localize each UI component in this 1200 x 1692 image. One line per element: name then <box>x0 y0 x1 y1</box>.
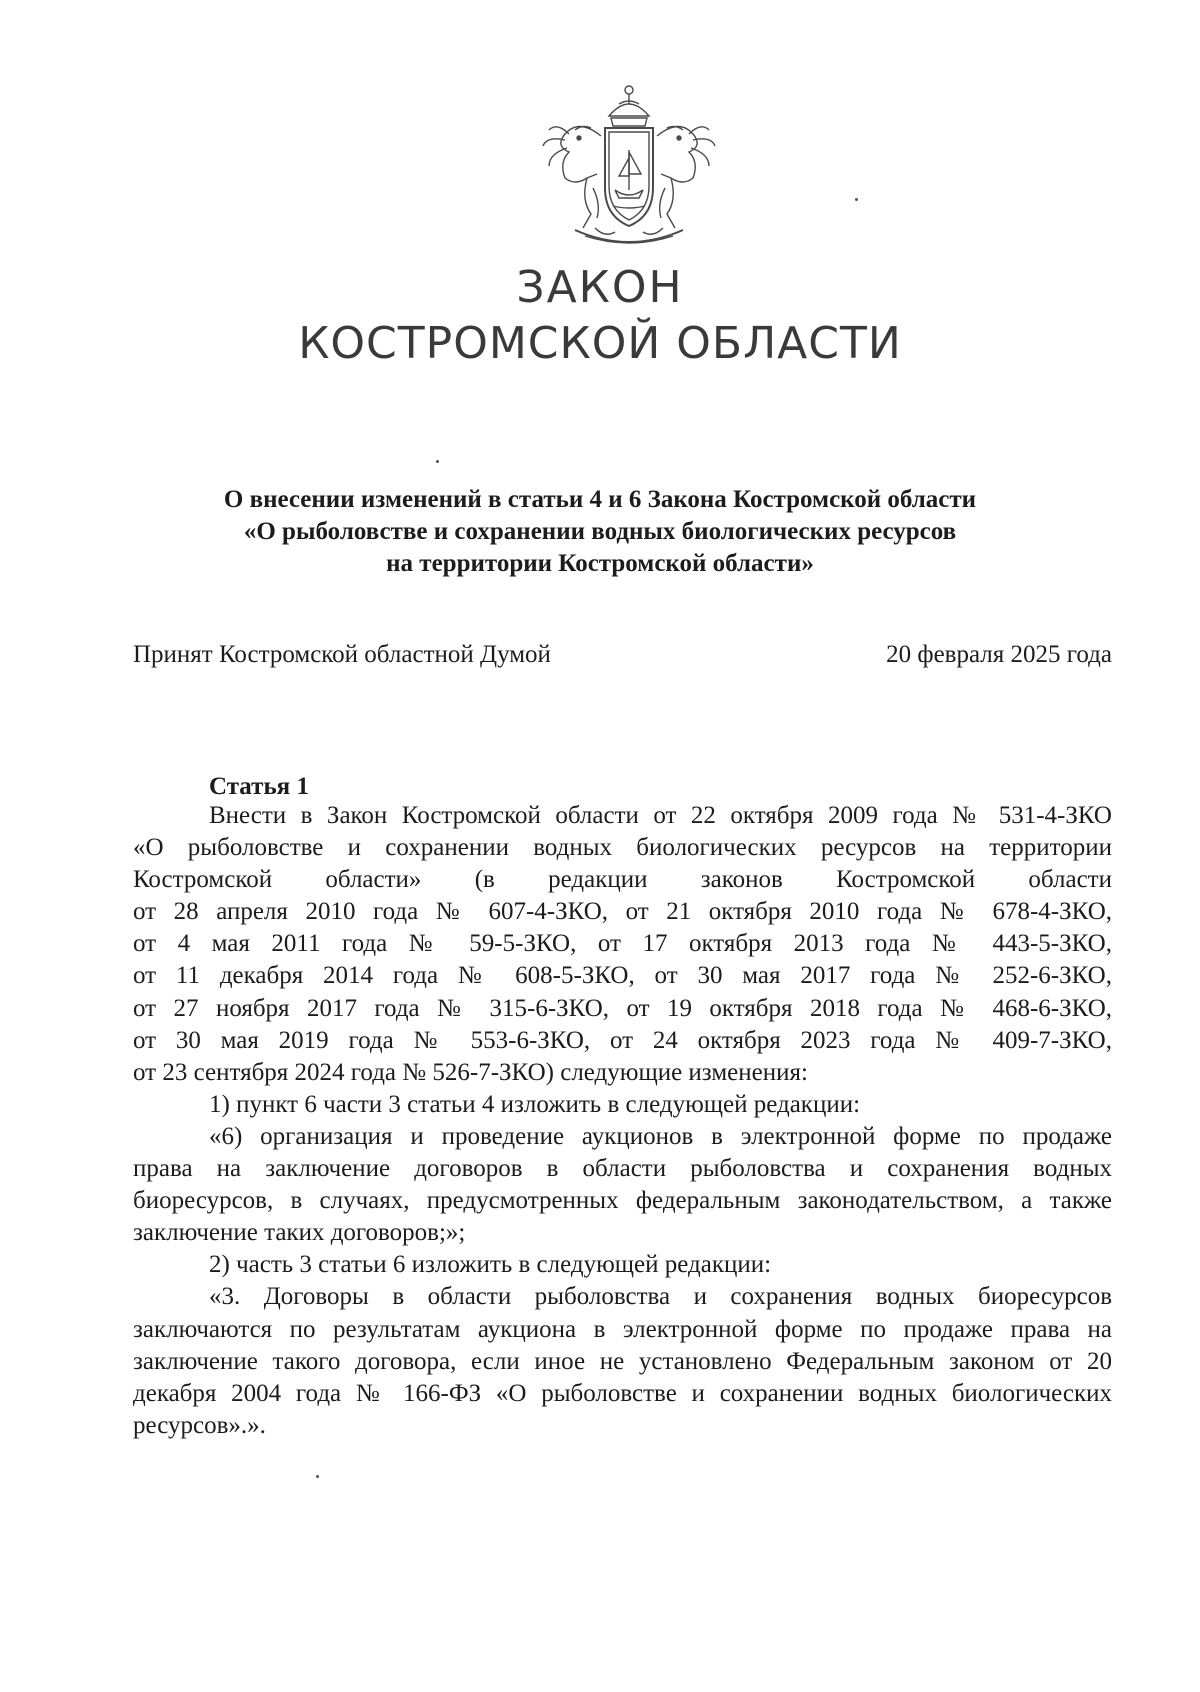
law-title-line1: ЗАКОН <box>516 262 684 313</box>
body-line: от 23 сентября 2024 года № 526-7-ЗКО) следующие изменения: <box>133 1058 808 1086</box>
body-line: от 30 мая 2019 года № 553-6-ЗКО, от 24 октября 2023 года № 409-7-ЗКО, <box>133 1026 1112 1054</box>
body-line: Костромской области» (в редакции законов Костромской области <box>133 866 1112 894</box>
body-line: от 27 ноября 2017 года № 315-6-ЗКО, от 19 октября 2018 года № 468-6-ЗКО, <box>133 994 1112 1022</box>
adopted-by-text: Принят Костромской областной Думой <box>133 641 551 668</box>
document-title-line: на территории Костромской области» <box>386 550 814 577</box>
body-line: 1) пункт 6 части 3 статьи 4 изложить в следующей редакции: <box>209 1090 861 1118</box>
body-line: от 28 апреля 2010 года № 607-4-ЗКО, от 21 октября 2010 года № 678-4-ЗКО, <box>133 898 1112 926</box>
adoption-date: 20 февраля 2025 года <box>886 641 1112 668</box>
body-line: Внести в Закон Костромской области от 22 октября 2009 года № 531-4-ЗКО <box>209 802 1112 829</box>
law-title-line2: КОСТРОМСКОЙ ОБЛАСТИ <box>298 318 902 369</box>
body-line: ресурсов».». <box>133 1411 266 1439</box>
body-line: от 4 мая 2011 года № 59-5-ЗКО, от 17 октября 2013 года № 443-5-ЗКО, <box>133 930 1112 958</box>
body-line: 2) часть 3 статьи 6 изложить в следующей редакции: <box>209 1251 772 1279</box>
document-title-line: О внесении изменений в статьи 4 и 6 Закона Костромской области <box>223 486 977 513</box>
body-line: заключаются по результатам аукциона в электронной форме по продаже права на <box>133 1315 1112 1343</box>
document-title-line: «О рыболовстве и сохранении водных биологических ресурсов <box>243 518 957 545</box>
body-line: «6) организация и проведение аукционов в электронной форме по продаже <box>209 1122 1112 1150</box>
body-line: биоресурсов, в случаях, предусмотренных федеральным законодательством, а также <box>133 1187 1112 1215</box>
article-heading: Статья 1 <box>209 773 309 800</box>
body-line: заключение таких договоров;»; <box>133 1219 466 1247</box>
body-line: «О рыболовстве и сохранении водных биологических ресурсов на территории <box>133 834 1112 862</box>
coat-of-arms-icon <box>535 78 723 256</box>
body-line: права на заключение договоров в области рыболовства и сохранения водных <box>133 1155 1112 1183</box>
body-line: от 11 декабря 2014 года № 608-5-ЗКО, от 30 мая 2017 года № 252-6-ЗКО, <box>133 962 1112 990</box>
body-line: заключение такого договора, если иное не установлено Федеральным законом от 20 <box>133 1347 1112 1375</box>
article-body <box>133 800 1112 1442</box>
body-line: декабря 2004 года № 166-ФЗ «О рыболовстве и сохранении водных биологических <box>133 1379 1112 1407</box>
document-title <box>150 484 1050 580</box>
body-line: «3. Договоры в области рыболовства и сохранения водных биоресурсов <box>209 1283 1112 1311</box>
